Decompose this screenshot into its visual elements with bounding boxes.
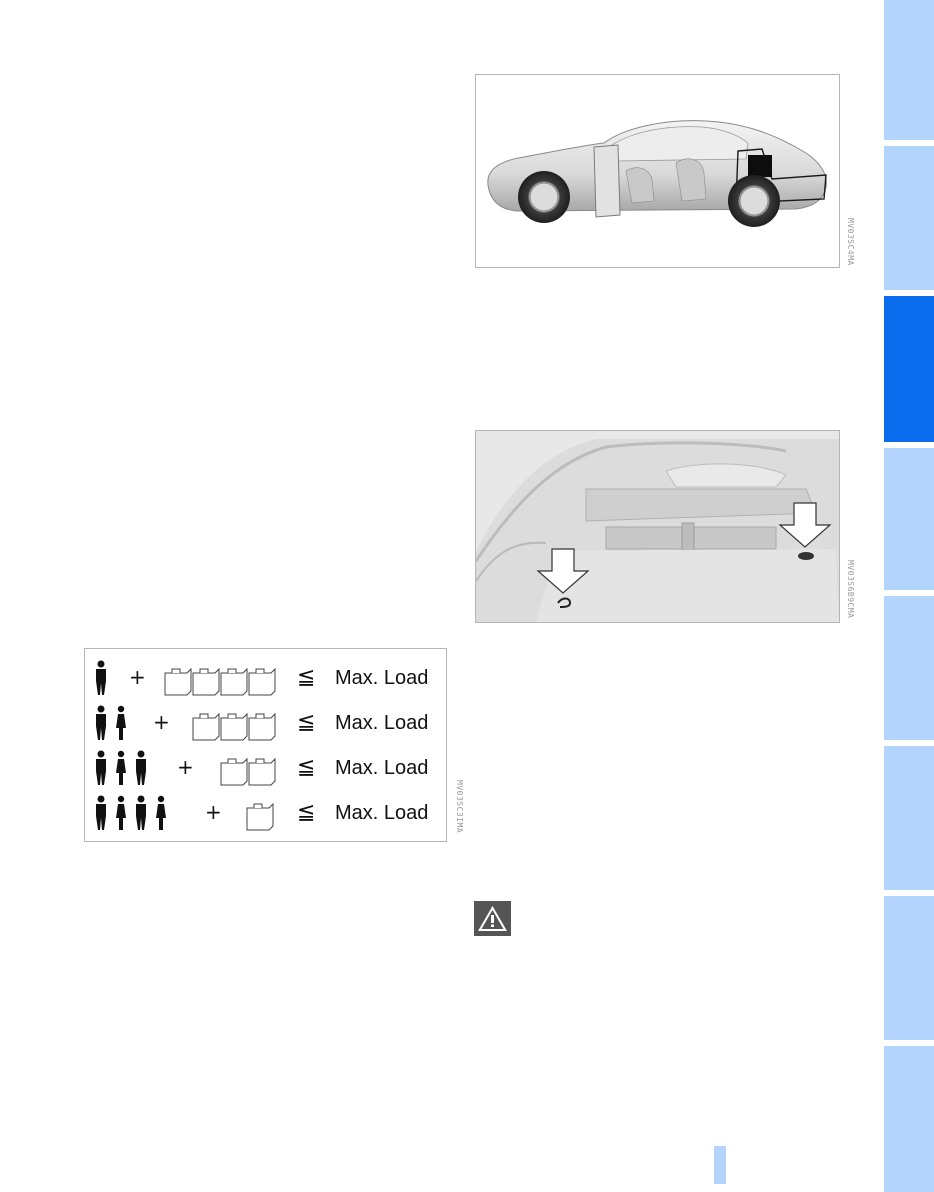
suitcase-icon: [243, 796, 279, 832]
trunk-figure-code: MV03S6B9CMA: [846, 560, 855, 619]
chapter-tab-2[interactable]: [884, 146, 934, 290]
plus-sign: +: [129, 665, 146, 689]
load-row-2: [85, 704, 465, 744]
less-or-equal-sign: ≦: [297, 755, 316, 780]
suitcase-group-icon: [161, 661, 281, 697]
load-table-figure: [84, 648, 447, 842]
plus-sign: +: [153, 710, 170, 734]
trunk-illustration: [476, 431, 839, 622]
max-load-label: Max. Load: [335, 757, 429, 779]
person-group-icon: [91, 794, 191, 834]
person-group-icon: [91, 749, 171, 789]
car-side-illustration: [476, 75, 839, 267]
chapter-tab-7[interactable]: [884, 896, 934, 1040]
luggage-compartment-marker: [748, 155, 772, 177]
less-or-equal-sign: ≦: [297, 710, 316, 735]
car-side-figure: [475, 74, 840, 268]
warning-triangle-icon: [474, 901, 511, 936]
load-row-3: [85, 749, 465, 789]
max-load-label: Max. Load: [335, 667, 429, 689]
load-table-figure-code: MV03SC3IMA: [455, 780, 464, 834]
car-figure-code: MV03SC4MA: [846, 218, 855, 266]
suitcase-group-icon: [189, 706, 281, 742]
person-group-icon: [91, 704, 151, 744]
chapter-tab-8[interactable]: [884, 1046, 934, 1192]
max-load-label: Max. Load: [335, 802, 429, 824]
load-row-4: [85, 794, 465, 834]
chapter-tab-4[interactable]: [884, 448, 934, 590]
less-or-equal-sign: ≦: [297, 800, 316, 825]
max-load-label: Max. Load: [335, 712, 429, 734]
chapter-tab-1[interactable]: [884, 0, 934, 140]
less-or-equal-sign: ≦: [297, 665, 316, 690]
warning-icon-box: [474, 901, 511, 936]
chapter-tab-5[interactable]: [884, 596, 934, 740]
page-number-marker: [714, 1146, 726, 1184]
plus-sign: +: [205, 800, 222, 824]
plus-sign: +: [177, 755, 194, 779]
suitcase-group-icon: [217, 751, 281, 787]
chapter-tab-6[interactable]: [884, 746, 934, 890]
chapter-tab-3-active[interactable]: [884, 296, 934, 442]
load-row-1: [85, 659, 465, 699]
trunk-figure: [475, 430, 840, 623]
